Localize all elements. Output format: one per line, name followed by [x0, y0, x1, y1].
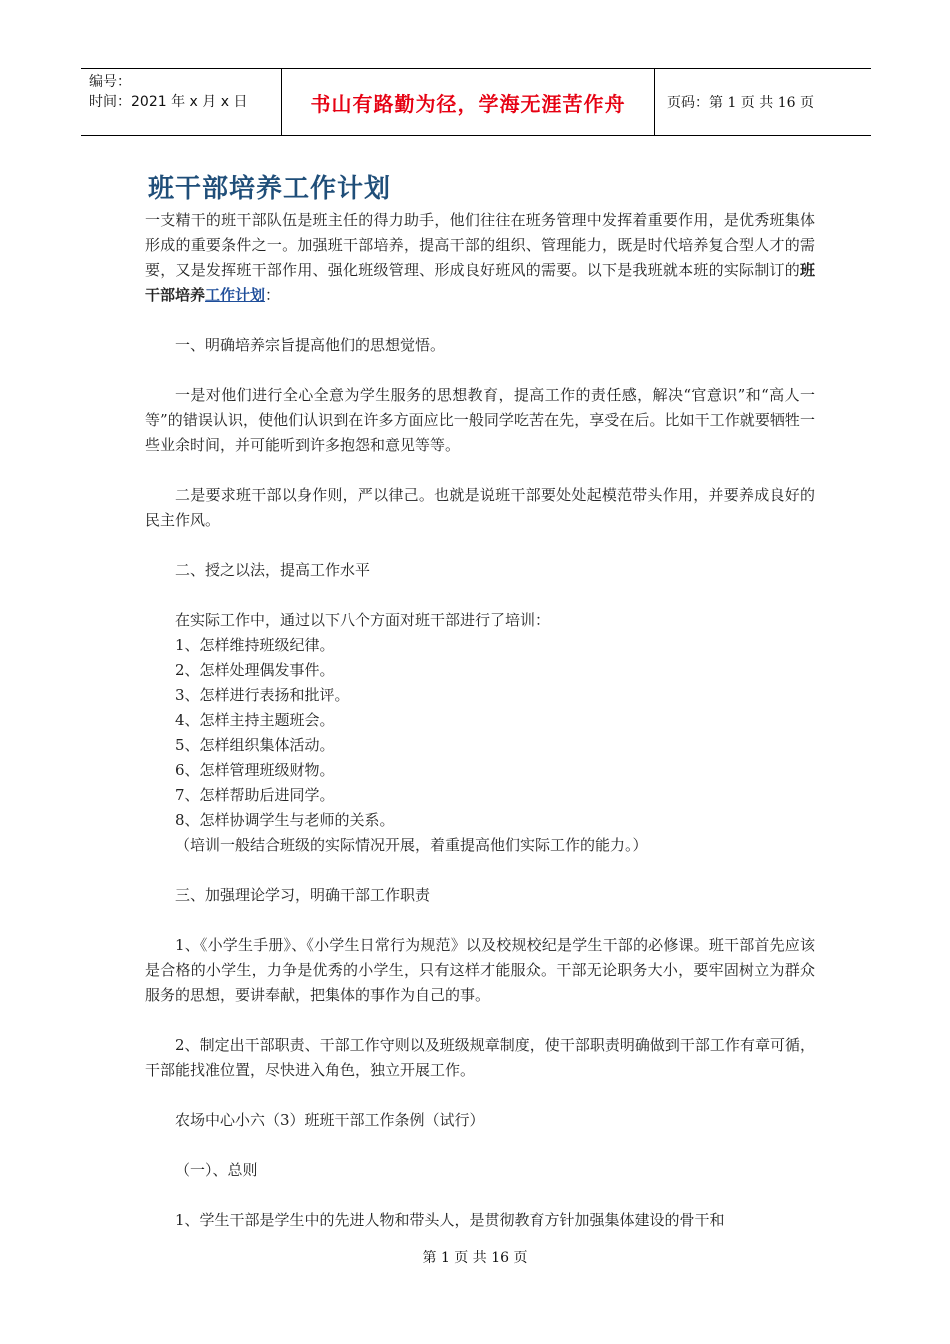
- list-item: 7、怎样帮助后进同学。: [175, 786, 335, 804]
- general-paragraph-1: 1、学生干部是学生中的先进人物和带头人，是贯彻教育方针加强集体建设的骨干和: [175, 1211, 725, 1229]
- date-line: 时间：2021 年 x 月 x 日: [89, 94, 248, 110]
- header-table: [81, 68, 871, 136]
- list-item: 8、怎样协调学生与老师的关系。: [175, 811, 395, 829]
- list-item: 4、怎样主持主题班会。: [175, 711, 335, 729]
- regulation-title: 农场中心小六（3）班班干部工作条例（试行）: [175, 1111, 485, 1129]
- number-label: 编号：: [89, 74, 131, 90]
- list-item: 1、怎样维持班级纪律。: [175, 636, 335, 654]
- intro-text: 一支精干的班干部队伍是班主任的得力助手，他们往往在班务管理中发挥着重要作用，是优秀班集体形成的重要条件之一。加强班干部培养，提高干部的组织、管理能力，既是时代培养复合型人才的需要，又是发挥班干部作用、强化班级管理、形成良好班风的需要。以下是我班就本班的实际制订的: [145, 211, 815, 279]
- list-item: 3、怎样进行表扬和批评。: [175, 686, 350, 704]
- list-item: 2、怎样处理偶发事件。: [175, 661, 335, 679]
- training-list: [145, 633, 815, 833]
- page-footer: [0, 1247, 950, 1267]
- section3-heading: 三、加强理论学习，明确干部工作职责: [175, 886, 431, 904]
- header-meta-cell: [81, 69, 282, 135]
- section1-paragraph-1: 一是对他们进行全心全意为学生服务的思想教育，提高工作的责任感，解决“官意识”和“高人一等”的错误认识，使他们认识到在许多方面应比一般同学吃苦在先，享受在后。比如干工作就要牺牲一些业余时间，并可能听到许多抱怨和意见等等。: [145, 386, 815, 454]
- section1-paragraph-2: 二是要求班干部以身作则，严以律己。也就是说班干部要处处起模范带头作用，并要养成良好的民主作风。: [145, 486, 815, 529]
- section3-paragraph-1: 1、《小学生手册》、《小学生日常行为规范》以及校规校纪是学生干部的必修课。班干部首先应该是合格的小学生，力争是优秀的小学生，只有这样才能服众。干部无论职务大小，要牢固树立为群众服务的思想，要讲奉献，把集体的事作为自己的事。: [145, 936, 815, 1004]
- section2-intro: 在实际工作中，通过以下八个方面对班干部进行了培训：: [175, 611, 551, 629]
- section1-heading: 一、明确培养宗旨提高他们的思想觉悟。: [175, 336, 446, 354]
- work-plan-link[interactable]: 工作计划: [205, 286, 266, 304]
- intro-paragraph: [145, 208, 815, 308]
- intro-end: ：: [265, 286, 281, 304]
- section2-note: （培训一般结合班级的实际情况开展，着重提高他们实际工作的能力。）: [175, 836, 648, 854]
- motto-cell: [282, 69, 655, 135]
- intro-bold-text: 班干部培养: [145, 261, 815, 304]
- list-item: 5、怎样组织集体活动。: [175, 736, 335, 754]
- page-info-text: 页码：第 1 页 共 16 页: [667, 95, 814, 111]
- footer-page-number: 第 1 页 共 16 页: [422, 1250, 528, 1266]
- document-body: [145, 208, 815, 1233]
- list-item: 6、怎样管理班级财物。: [175, 761, 335, 779]
- motto-text: 书山有路勤为径，学海无涯苦作舟: [310, 91, 626, 116]
- page-info-cell: [655, 69, 871, 135]
- section2-heading: 二、授之以法，提高工作水平: [175, 561, 371, 579]
- document-title: 班干部培养工作计划: [148, 174, 392, 204]
- section3-paragraph-2: 2、制定出干部职责、干部工作守则以及班级规章制度，使干部职责明确做到干部工作有章可循，干部能找准位置，尽快进入角色，独立开展工作。: [145, 1036, 815, 1079]
- general-heading: （一）、总则: [175, 1161, 258, 1179]
